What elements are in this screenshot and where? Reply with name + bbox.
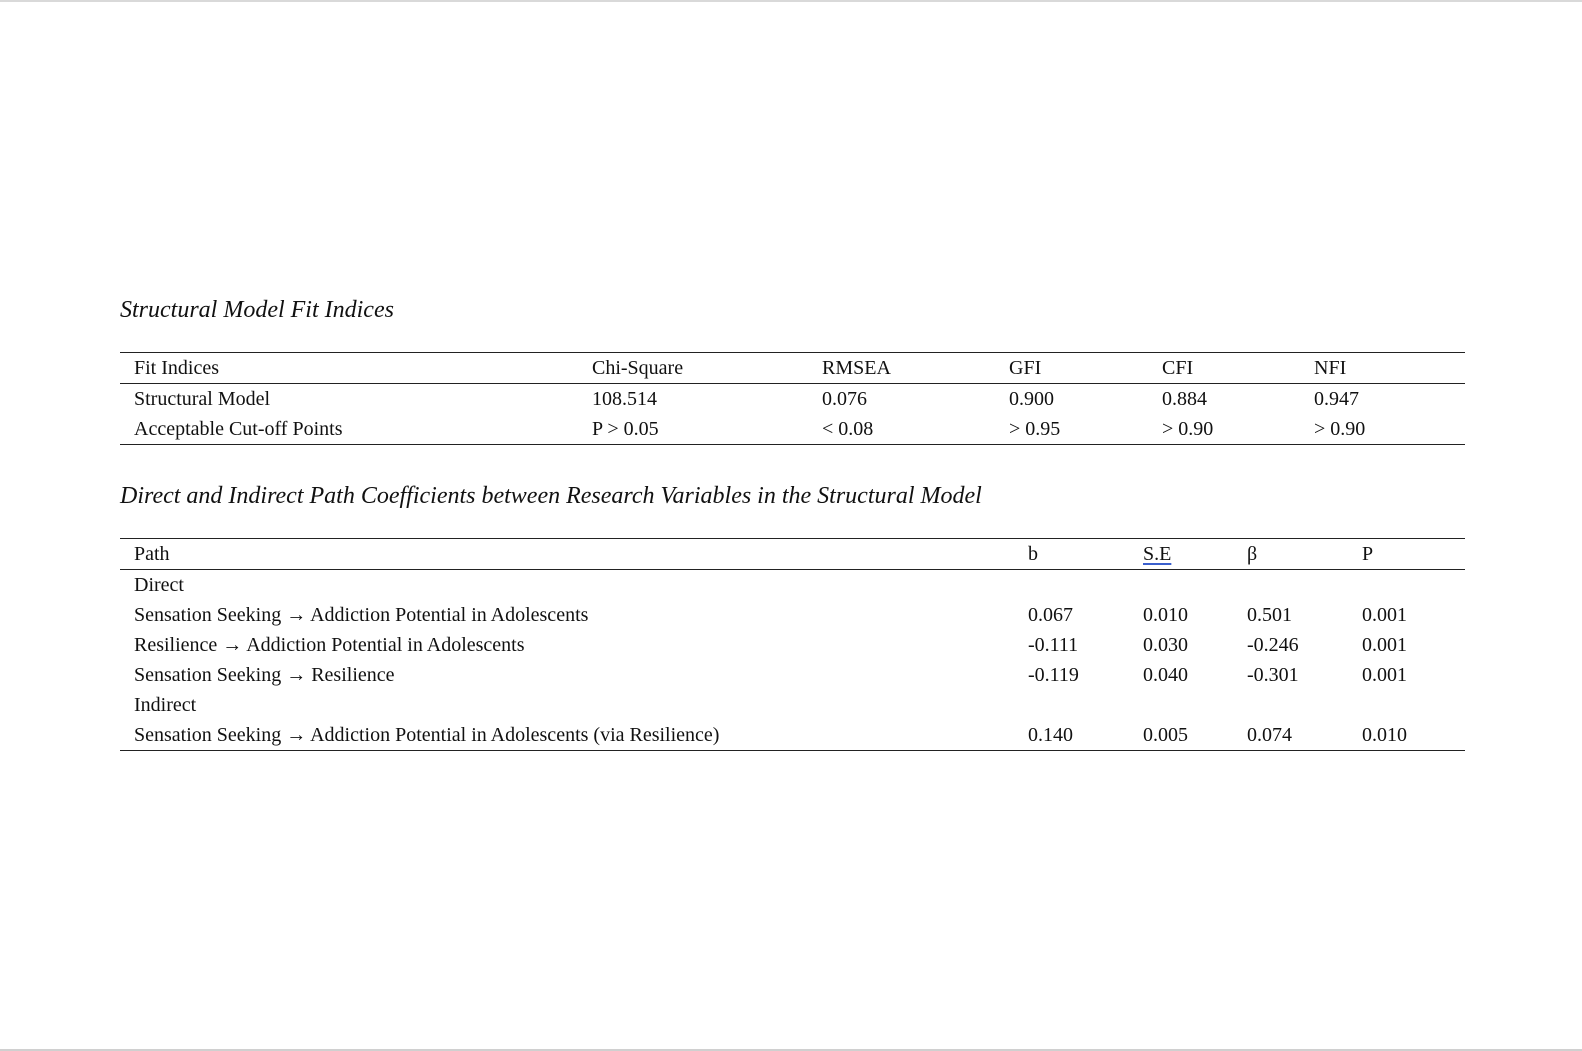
table-row: [120, 414, 1465, 445]
beta-value: 0.501: [1247, 604, 1292, 626]
header-path: Path: [120, 539, 1028, 570]
p-value: 0.010: [1362, 720, 1465, 751]
section-label: Direct: [134, 574, 184, 596]
gfi-value: 0.900: [1009, 388, 1054, 410]
section-row-indirect: [120, 690, 1465, 720]
section-row-direct: [120, 570, 1465, 601]
p-value: 0.001: [1362, 604, 1407, 626]
row-label: Acceptable Cut-off Points: [120, 414, 592, 445]
header-rmsea: RMSEA: [822, 353, 1009, 384]
se-value: 0.040: [1143, 664, 1188, 686]
p-value: [1362, 690, 1465, 720]
path-table-caption: Direct and Indirect Path Coefficients between Research Variables in the Structural Model: [120, 483, 982, 509]
b-value: 0.067: [1028, 604, 1073, 626]
rmsea-value: < 0.08: [822, 414, 1009, 445]
beta-value: [1247, 570, 1362, 601]
rmsea-value: 0.076: [822, 388, 867, 410]
nfi-value: 0.947: [1314, 388, 1359, 410]
gfi-value: > 0.95: [1009, 414, 1162, 445]
header-b: b: [1028, 539, 1143, 570]
se-value: 0.010: [1143, 604, 1188, 626]
beta-value: 0.074: [1247, 720, 1362, 751]
section-label: Indirect: [134, 694, 197, 716]
header-chi-square: Chi-Square: [592, 353, 822, 384]
table-header-row: [120, 539, 1465, 570]
se-value: [1143, 570, 1247, 601]
table-row: [120, 384, 1465, 415]
header-se-label: S.E: [1143, 543, 1172, 565]
table-row: [120, 600, 1465, 630]
path-label: Sensation Seeking → Resilience: [134, 664, 395, 686]
header-cfi: CFI: [1162, 353, 1314, 384]
table-row: [120, 720, 1465, 751]
se-value: [1143, 690, 1247, 720]
header-nfi: NFI: [1314, 353, 1465, 384]
table-row: [120, 660, 1465, 690]
path-label: Resilience → Addiction Potential in Adolescents: [134, 634, 525, 656]
fit-table-caption: Structural Model Fit Indices: [120, 297, 394, 323]
beta-value: -0.301: [1247, 664, 1299, 686]
header-beta: β: [1247, 539, 1362, 570]
chi-square-value: 108.514: [592, 388, 657, 410]
beta-value: -0.246: [1247, 634, 1299, 656]
beta-value: [1247, 690, 1362, 720]
se-value: 0.030: [1143, 634, 1188, 656]
page-top-edge: [0, 0, 1582, 2]
cfi-value: 0.884: [1162, 388, 1207, 410]
header-se: [1143, 539, 1247, 570]
header-p: P: [1362, 539, 1465, 570]
p-value: 0.001: [1362, 634, 1407, 656]
b-value: -0.111: [1028, 634, 1079, 656]
table-header-row: [120, 353, 1465, 384]
b-value: -0.119: [1028, 664, 1079, 686]
chi-square-value: P > 0.05: [592, 414, 822, 445]
header-gfi: GFI: [1009, 353, 1162, 384]
se-value: 0.005: [1143, 720, 1247, 751]
fit-indices-table: [120, 352, 1465, 445]
row-label: Structural Model: [134, 388, 271, 410]
b-value: [1028, 690, 1143, 720]
b-value: 0.140: [1028, 720, 1143, 751]
header-fit-indices: Fit Indices: [120, 353, 592, 384]
cfi-value: > 0.90: [1162, 414, 1314, 445]
path-label: Sensation Seeking → Addiction Potential in Adolescents: [134, 604, 589, 626]
p-value: [1362, 570, 1465, 601]
path-coefficients-table: [120, 538, 1465, 751]
table-row: [120, 630, 1465, 660]
nfi-value: > 0.90: [1314, 414, 1465, 445]
path-label: Sensation Seeking → Addiction Potential in Adolescents (via Resilience): [120, 720, 1028, 751]
b-value: [1028, 570, 1143, 601]
p-value: 0.001: [1362, 664, 1407, 686]
